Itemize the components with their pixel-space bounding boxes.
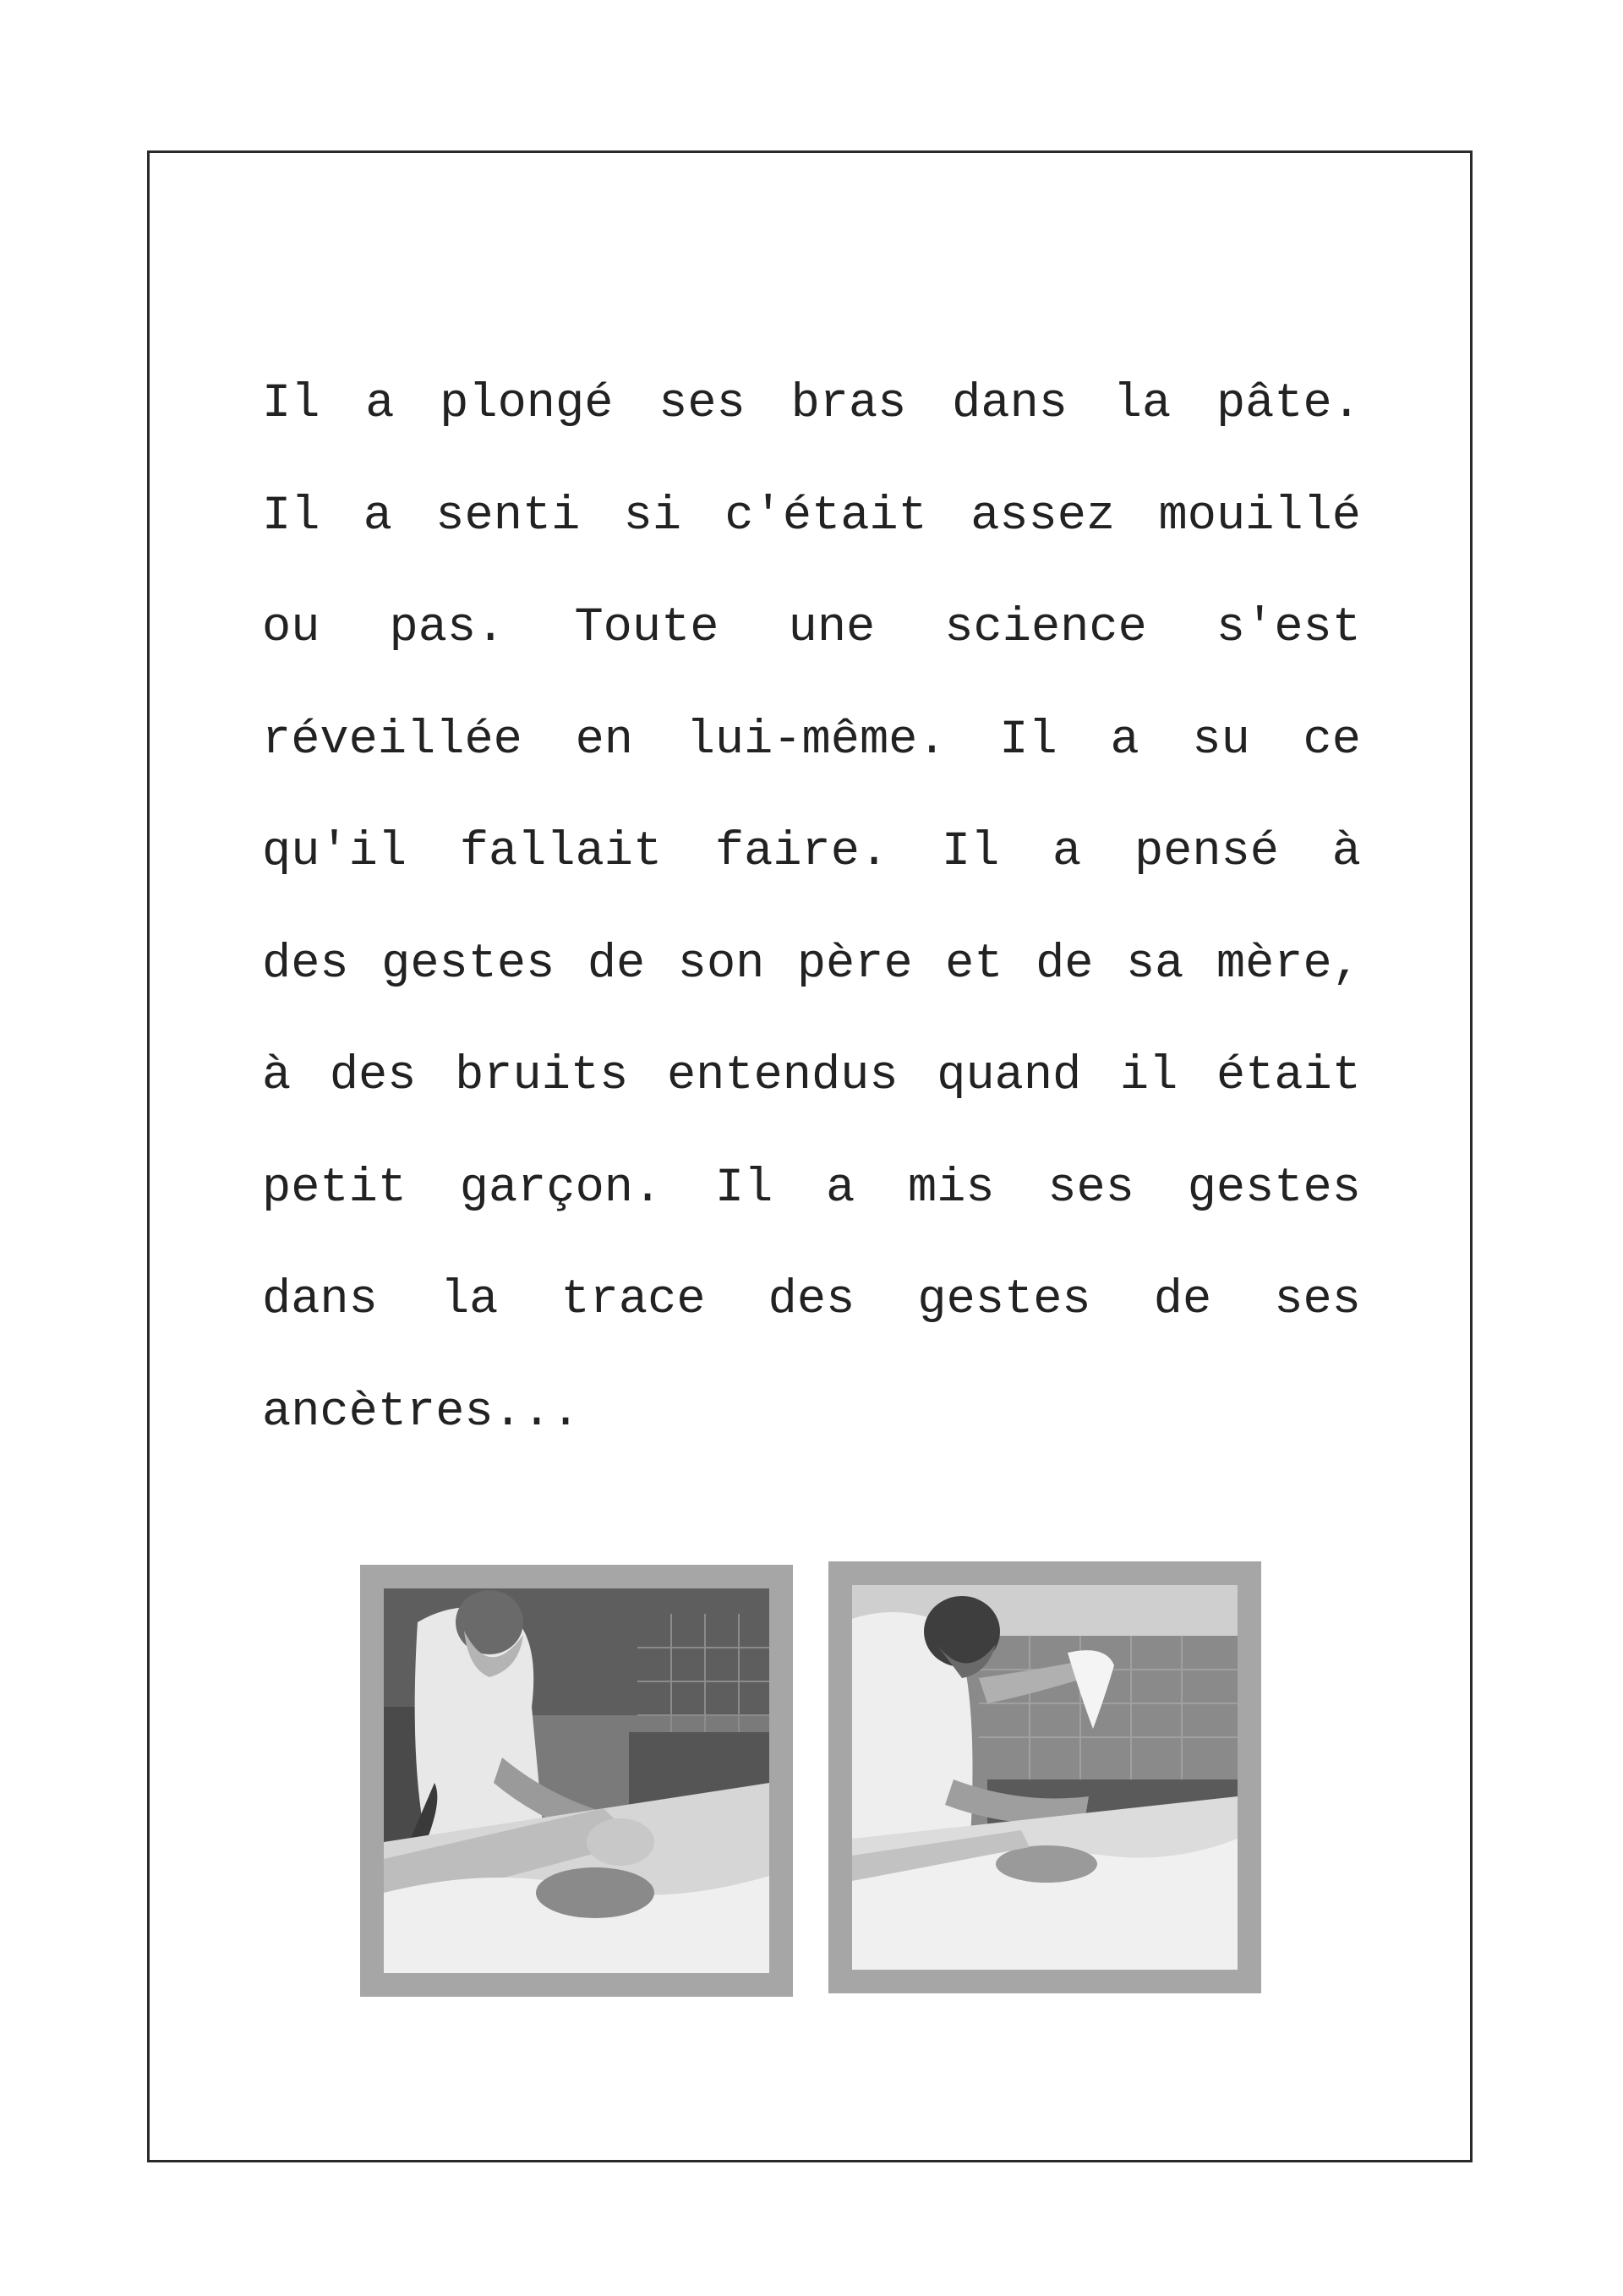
text-word: mis (908, 1161, 995, 1216)
text-line (262, 1034, 1361, 1146)
photo-frame-left (360, 1565, 793, 1997)
text-word: ou (262, 601, 320, 655)
text-word: senti (435, 489, 581, 544)
text-word: en (575, 713, 633, 768)
text-word: son (677, 937, 765, 992)
text-word: lui-même. (686, 713, 947, 768)
text-word: ses (1274, 1273, 1361, 1327)
text-word: bras (790, 377, 907, 431)
text-word: a (826, 1161, 855, 1216)
baker-lifting-dough-photo (852, 1585, 1238, 1970)
text-word: gestes (1187, 1161, 1361, 1216)
text-word: gestes (917, 1273, 1091, 1327)
story-paragraph (262, 362, 1361, 1482)
text-word: de (587, 937, 646, 992)
text-word: a (1110, 713, 1139, 768)
text-word: a (363, 489, 392, 544)
text-word: Il (714, 1161, 773, 1216)
text-word: à (1331, 825, 1361, 879)
text-word: mère, (1216, 937, 1361, 992)
baker-kneading-photo (384, 1588, 769, 1973)
text-line (262, 810, 1361, 922)
text-word: des (262, 937, 349, 992)
text-word: pas. (389, 601, 505, 655)
text-word: trace (560, 1273, 706, 1327)
text-word: s'est (1216, 601, 1361, 655)
text-word: la (1112, 377, 1172, 431)
text-word: une (788, 601, 876, 655)
text-line (262, 922, 1361, 1035)
text-line (262, 362, 1361, 474)
text-word: garçon. (459, 1161, 663, 1216)
text-word: petit (262, 1161, 407, 1216)
text-word: su (1192, 713, 1250, 768)
text-word: père (796, 937, 913, 992)
text-word: Il (999, 713, 1057, 768)
text-word: et (945, 937, 1003, 992)
text-word: qu'il (262, 825, 407, 879)
text-word: assez (970, 489, 1116, 544)
text-word: science (944, 601, 1147, 655)
text-word: était (1216, 1049, 1361, 1103)
text-word: réveillée (262, 713, 522, 768)
text-word: dans (952, 377, 1068, 431)
text-word: la (440, 1273, 499, 1327)
text-word: sa (1125, 937, 1184, 992)
text-word: entendus (666, 1049, 899, 1103)
text-word: Il (262, 489, 320, 544)
text-word: fallait (459, 825, 663, 879)
text-word: a (365, 377, 395, 431)
text-word: des (768, 1273, 855, 1327)
text-word: ses (1047, 1161, 1134, 1216)
text-word: a (1052, 825, 1082, 879)
text-line (262, 1146, 1361, 1259)
photo-frame-right (828, 1561, 1261, 1993)
text-word: c'était (724, 489, 927, 544)
text-word: de (1036, 937, 1094, 992)
text-line (262, 1370, 1361, 1483)
text-word: à (262, 1049, 292, 1103)
text-word: faire. (714, 825, 889, 879)
text-word: ses (658, 377, 746, 431)
text-word: dans (262, 1273, 378, 1327)
text-line (262, 474, 1361, 587)
text-line (262, 1258, 1361, 1370)
text-word: bruits (455, 1049, 629, 1103)
text-line (262, 586, 1361, 698)
text-word: ce (1303, 713, 1361, 768)
text-word: quand (937, 1049, 1082, 1103)
text-word: des (329, 1049, 417, 1103)
text-word: gestes (381, 937, 555, 992)
text-word: ancètres... (262, 1385, 581, 1440)
text-line (262, 698, 1361, 811)
text-word: Toute (574, 601, 719, 655)
text-word: mouillé (1158, 489, 1361, 544)
text-word: il (1119, 1049, 1178, 1103)
text-word: de (1153, 1273, 1212, 1327)
baker-lifting-photo (852, 1585, 1238, 1970)
text-word: pâte. (1216, 377, 1361, 431)
text-word: si (623, 489, 682, 544)
baker-kneading-dough-photo (384, 1588, 769, 1973)
text-word: Il (262, 377, 320, 431)
text-word: pensé (1134, 825, 1279, 879)
text-word: plongé (440, 377, 614, 431)
text-word: Il (941, 825, 1000, 879)
